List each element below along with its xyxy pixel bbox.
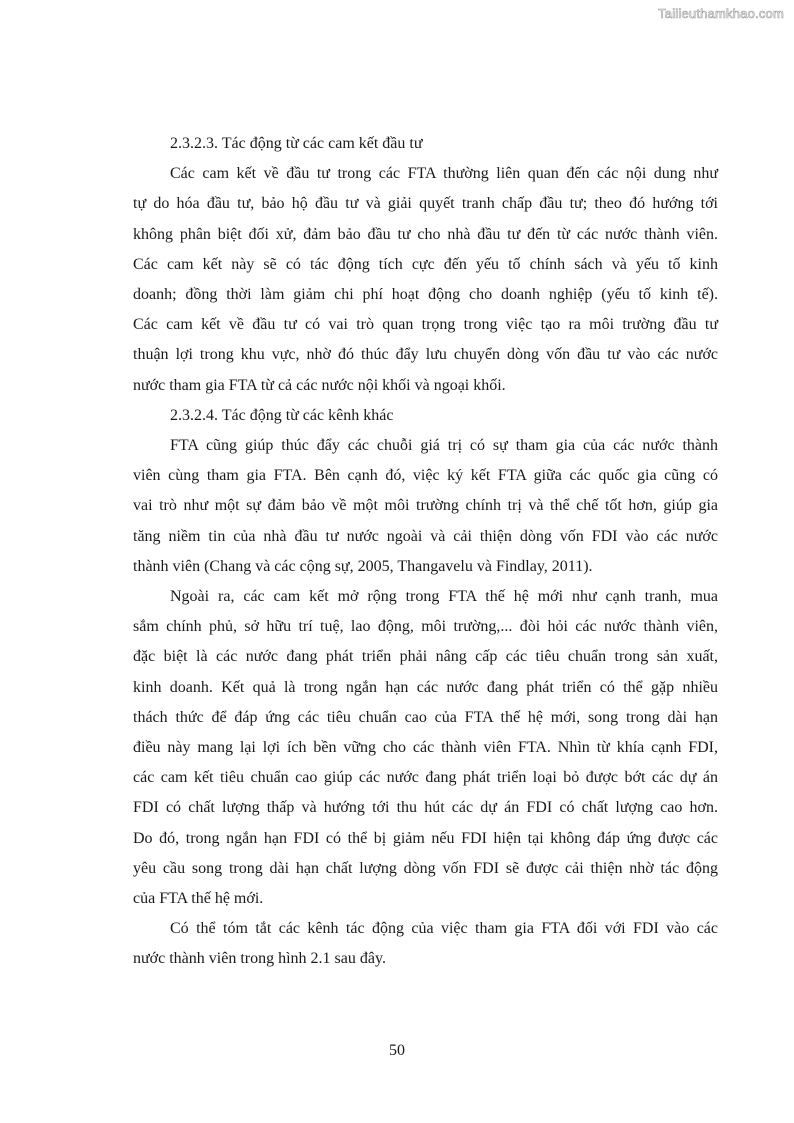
section-heading: 2.3.2.3. Tác động từ các cam kết đầu tư [170, 135, 423, 152]
paragraph [133, 159, 718, 401]
text-line: nước tham gia FTA từ cả các nước nội khối và ngoại khối. [133, 376, 506, 394]
text-line: đặc biệt là các nước đang phát triển phải nâng cấp các tiêu chuẩn trong sản xuất, [133, 648, 718, 666]
text-line: tăng niềm tin của nhà đầu tư nước ngoài và cải thiện dòng vốn FDI vào các nước [133, 527, 718, 545]
text-line: kinh doanh. Kết quả là trong ngắn hạn các nước đang phát triển có thể gặp nhiều [133, 678, 718, 696]
text-line: thành viên (Chang và các cộng sự, 2005, Thangavelu và Findlay, 2011). [133, 557, 593, 575]
text-line: Ngoài ra, các cam kết mở rộng trong FTA thế hệ mới như cạnh tranh, mua [170, 588, 718, 606]
text-line: vai trò như một sự đảm bảo về một môi trường chính trị và thể chế tốt hơn, giúp gia [133, 497, 718, 515]
text-line: FTA cũng giúp thúc đẩy các chuỗi giá trị có sự tham gia của các nước thành [170, 437, 718, 455]
text-line: không phân biệt đối xử, đảm bảo đầu tư cho nhà đầu tư đến từ các nước thành viên. [133, 225, 718, 243]
text-line: các cam kết tiêu chuẩn cao giúp các nước đang phát triển loại bỏ được bớt các dự án [133, 769, 718, 787]
text-line: Có thể tóm tắt các kênh tác động của việc tham gia FTA đối với FDI vào các [170, 920, 718, 938]
page-number: 50 [389, 1042, 405, 1059]
text-line: sắm chính phủ, sở hữu trí tuệ, lao động, môi trường,... đòi hỏi các nước thành viên, [133, 618, 718, 636]
text-line: Các cam kết về đầu tư có vai trò quan trọng trong việc tạo ra môi trường đầu tư [133, 316, 718, 334]
watermark-text: Tailieuthamkhao.com [658, 6, 784, 21]
text-line: Các cam kết về đầu tư trong các FTA thường liên quan đến các nội dung như [170, 165, 718, 183]
paragraph [133, 914, 718, 974]
text-line: Các cam kết này sẽ có tác động tích cực đến yếu tố chính sách và yếu tố kinh [133, 255, 718, 273]
text-line: nước thành viên trong hình 2.1 sau đây. [133, 950, 386, 968]
text-line: tự do hóa đầu tư, bảo hộ đầu tư và giải quyết tranh chấp đầu tư; theo đó hướng tới [133, 195, 718, 213]
text-line: doanh; đồng thời làm giảm chi phí hoạt động cho doanh nghiệp (yếu tố kinh tế). [133, 286, 718, 304]
text-line: yêu cầu song trong dài hạn chất lượng dòng vốn FDI sẽ được cải thiện nhờ tác động [133, 859, 718, 877]
text-line: thách thức để đáp ứng các tiêu chuẩn cao của FTA thế hệ mới, song trong dài hạn [133, 708, 718, 726]
paragraph [133, 431, 718, 582]
text-line: Do đó, trong ngắn hạn FDI có thể bị giảm nếu FDI hiện tại không đáp ứng được các [133, 829, 718, 847]
text-line: FDI có chất lượng thấp và hướng tới thu hút các dự án FDI có chất lượng cao hơn. [133, 799, 718, 817]
section-heading: 2.3.2.4. Tác động từ các kênh khác [170, 406, 394, 424]
text-line: của FTA thế hệ mới. [133, 890, 264, 908]
paragraph [133, 582, 718, 914]
document-body [133, 129, 718, 975]
text-line: điều này mang lại lợi ích bền vững cho các thành viên FTA. Nhìn từ khía cạnh FDI, [133, 739, 718, 757]
text-line: thuận lợi trong khu vực, nhờ đó thúc đẩy lưu chuyển dòng vốn đầu tư vào các nước [133, 346, 718, 364]
text-line: viên cùng tham gia FTA. Bên cạnh đó, việc ký kết FTA giữa các quốc gia cũng có [133, 467, 718, 485]
